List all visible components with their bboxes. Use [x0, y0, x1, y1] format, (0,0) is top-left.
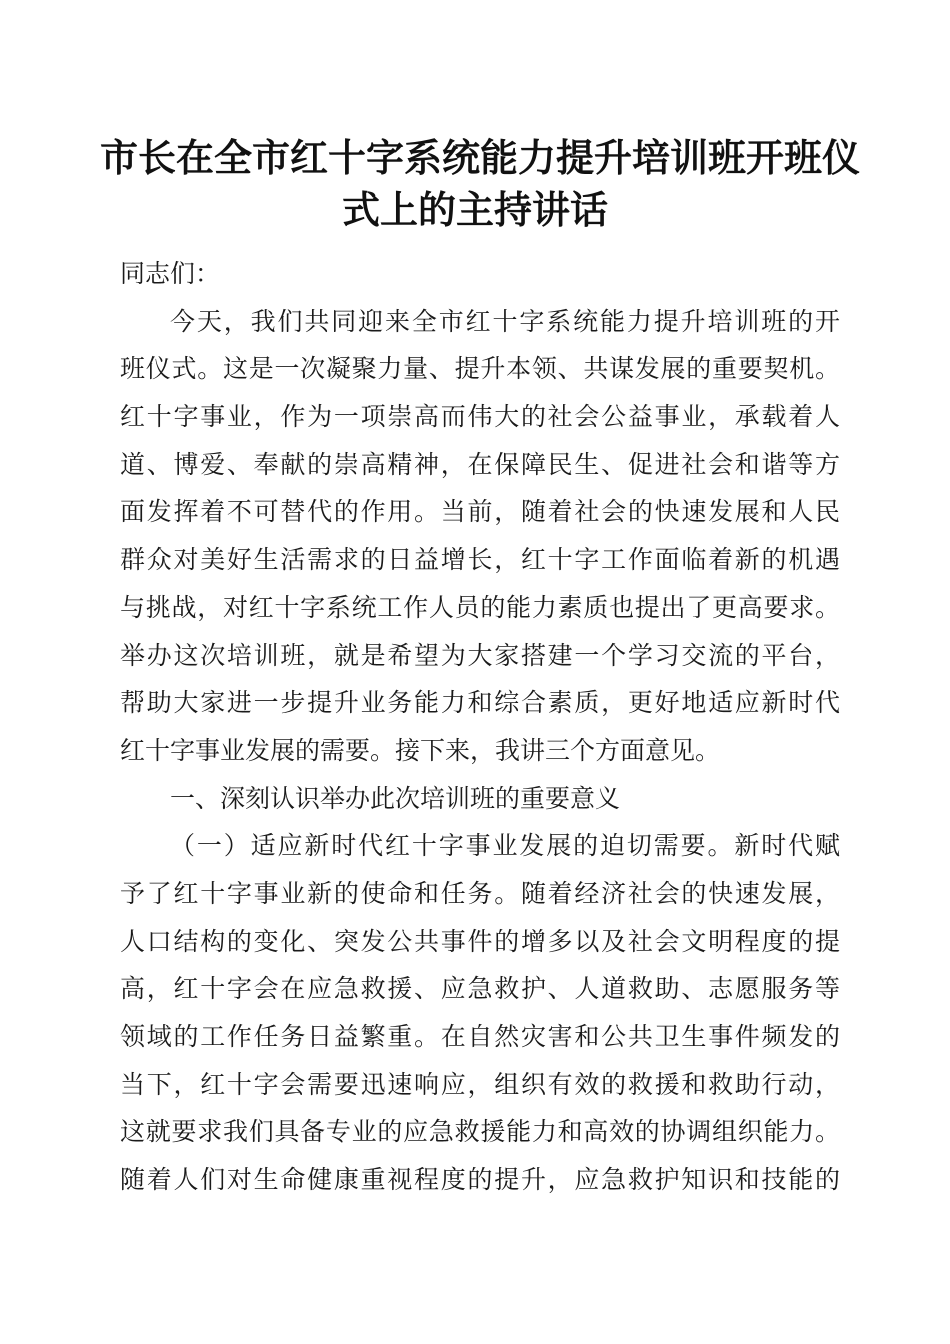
paragraph-line: 班仪式。这是一次凝聚力量、提升本领、共谋发展的重要契机。 — [120, 354, 840, 384]
paragraph-line: 予了红十字事业新的使命和任务。随着经济社会的快速发展， — [120, 878, 840, 908]
title-line: 市长在全市红十字系统能力提升培训班开班仪 — [100, 135, 861, 180]
salutation: 同志们： — [120, 259, 221, 288]
paragraph-line: 红十字事业发展的需要。接下来，我讲三个方面意见。 — [120, 735, 721, 765]
paragraph-line: 道、博爱、奉献的崇高精神，在保障民生、促进社会和谐等方 — [120, 449, 840, 479]
paragraph-line: 面发挥着不可替代的作用。当前，随着社会的快速发展和人民 — [120, 497, 840, 527]
paragraph-line: 帮助大家进一步提升业务能力和综合素质，更好地适应新时代 — [120, 688, 840, 718]
section-heading: 一、深刻认识举办此次培训班的重要意义 — [170, 783, 621, 813]
paragraph-line: （一）适应新时代红十字事业发展的迫切需要。新时代赋 — [170, 831, 840, 861]
paragraph-line: 领域的工作任务日益繁重。在自然灾害和公共卫生事件频发的 — [120, 1022, 840, 1051]
paragraph-line: 群众对美好生活需求的日益增长，红十字工作面临着新的机遇 — [120, 545, 840, 575]
title-line: 式上的主持讲话 — [341, 187, 608, 232]
paragraph-line: 高，红十字会在应急救援、应急救护、人道救助、志愿服务等 — [120, 974, 840, 1004]
document-title — [100, 132, 861, 236]
paragraph-line: 红十字事业，作为一项崇高而伟大的社会公益事业，承载着人 — [120, 402, 840, 432]
paragraph-line: 今天，我们共同迎来全市红十字系统能力提升培训班的开 — [170, 306, 840, 336]
paragraph-line: 这就要求我们具备专业的应急救援能力和高效的协调组织能力。 — [120, 1117, 840, 1147]
document-body — [120, 250, 840, 1204]
paragraph-line: 当下，红十字会需要迅速响应，组织有效的救援和救助行动， — [120, 1069, 840, 1099]
paragraph-line: 与挑战，对红十字系统工作人员的能力素质也提出了更高要求。 — [120, 592, 840, 622]
paragraph-line: 随着人们对生命健康重视程度的提升，应急救护知识和技能的 — [120, 1165, 840, 1195]
paragraph-line: 举办这次培训班，就是希望为大家搭建一个学习交流的平台， — [120, 640, 840, 670]
paragraph-line: 人口结构的变化、突发公共事件的增多以及社会文明程度的提 — [120, 926, 840, 956]
